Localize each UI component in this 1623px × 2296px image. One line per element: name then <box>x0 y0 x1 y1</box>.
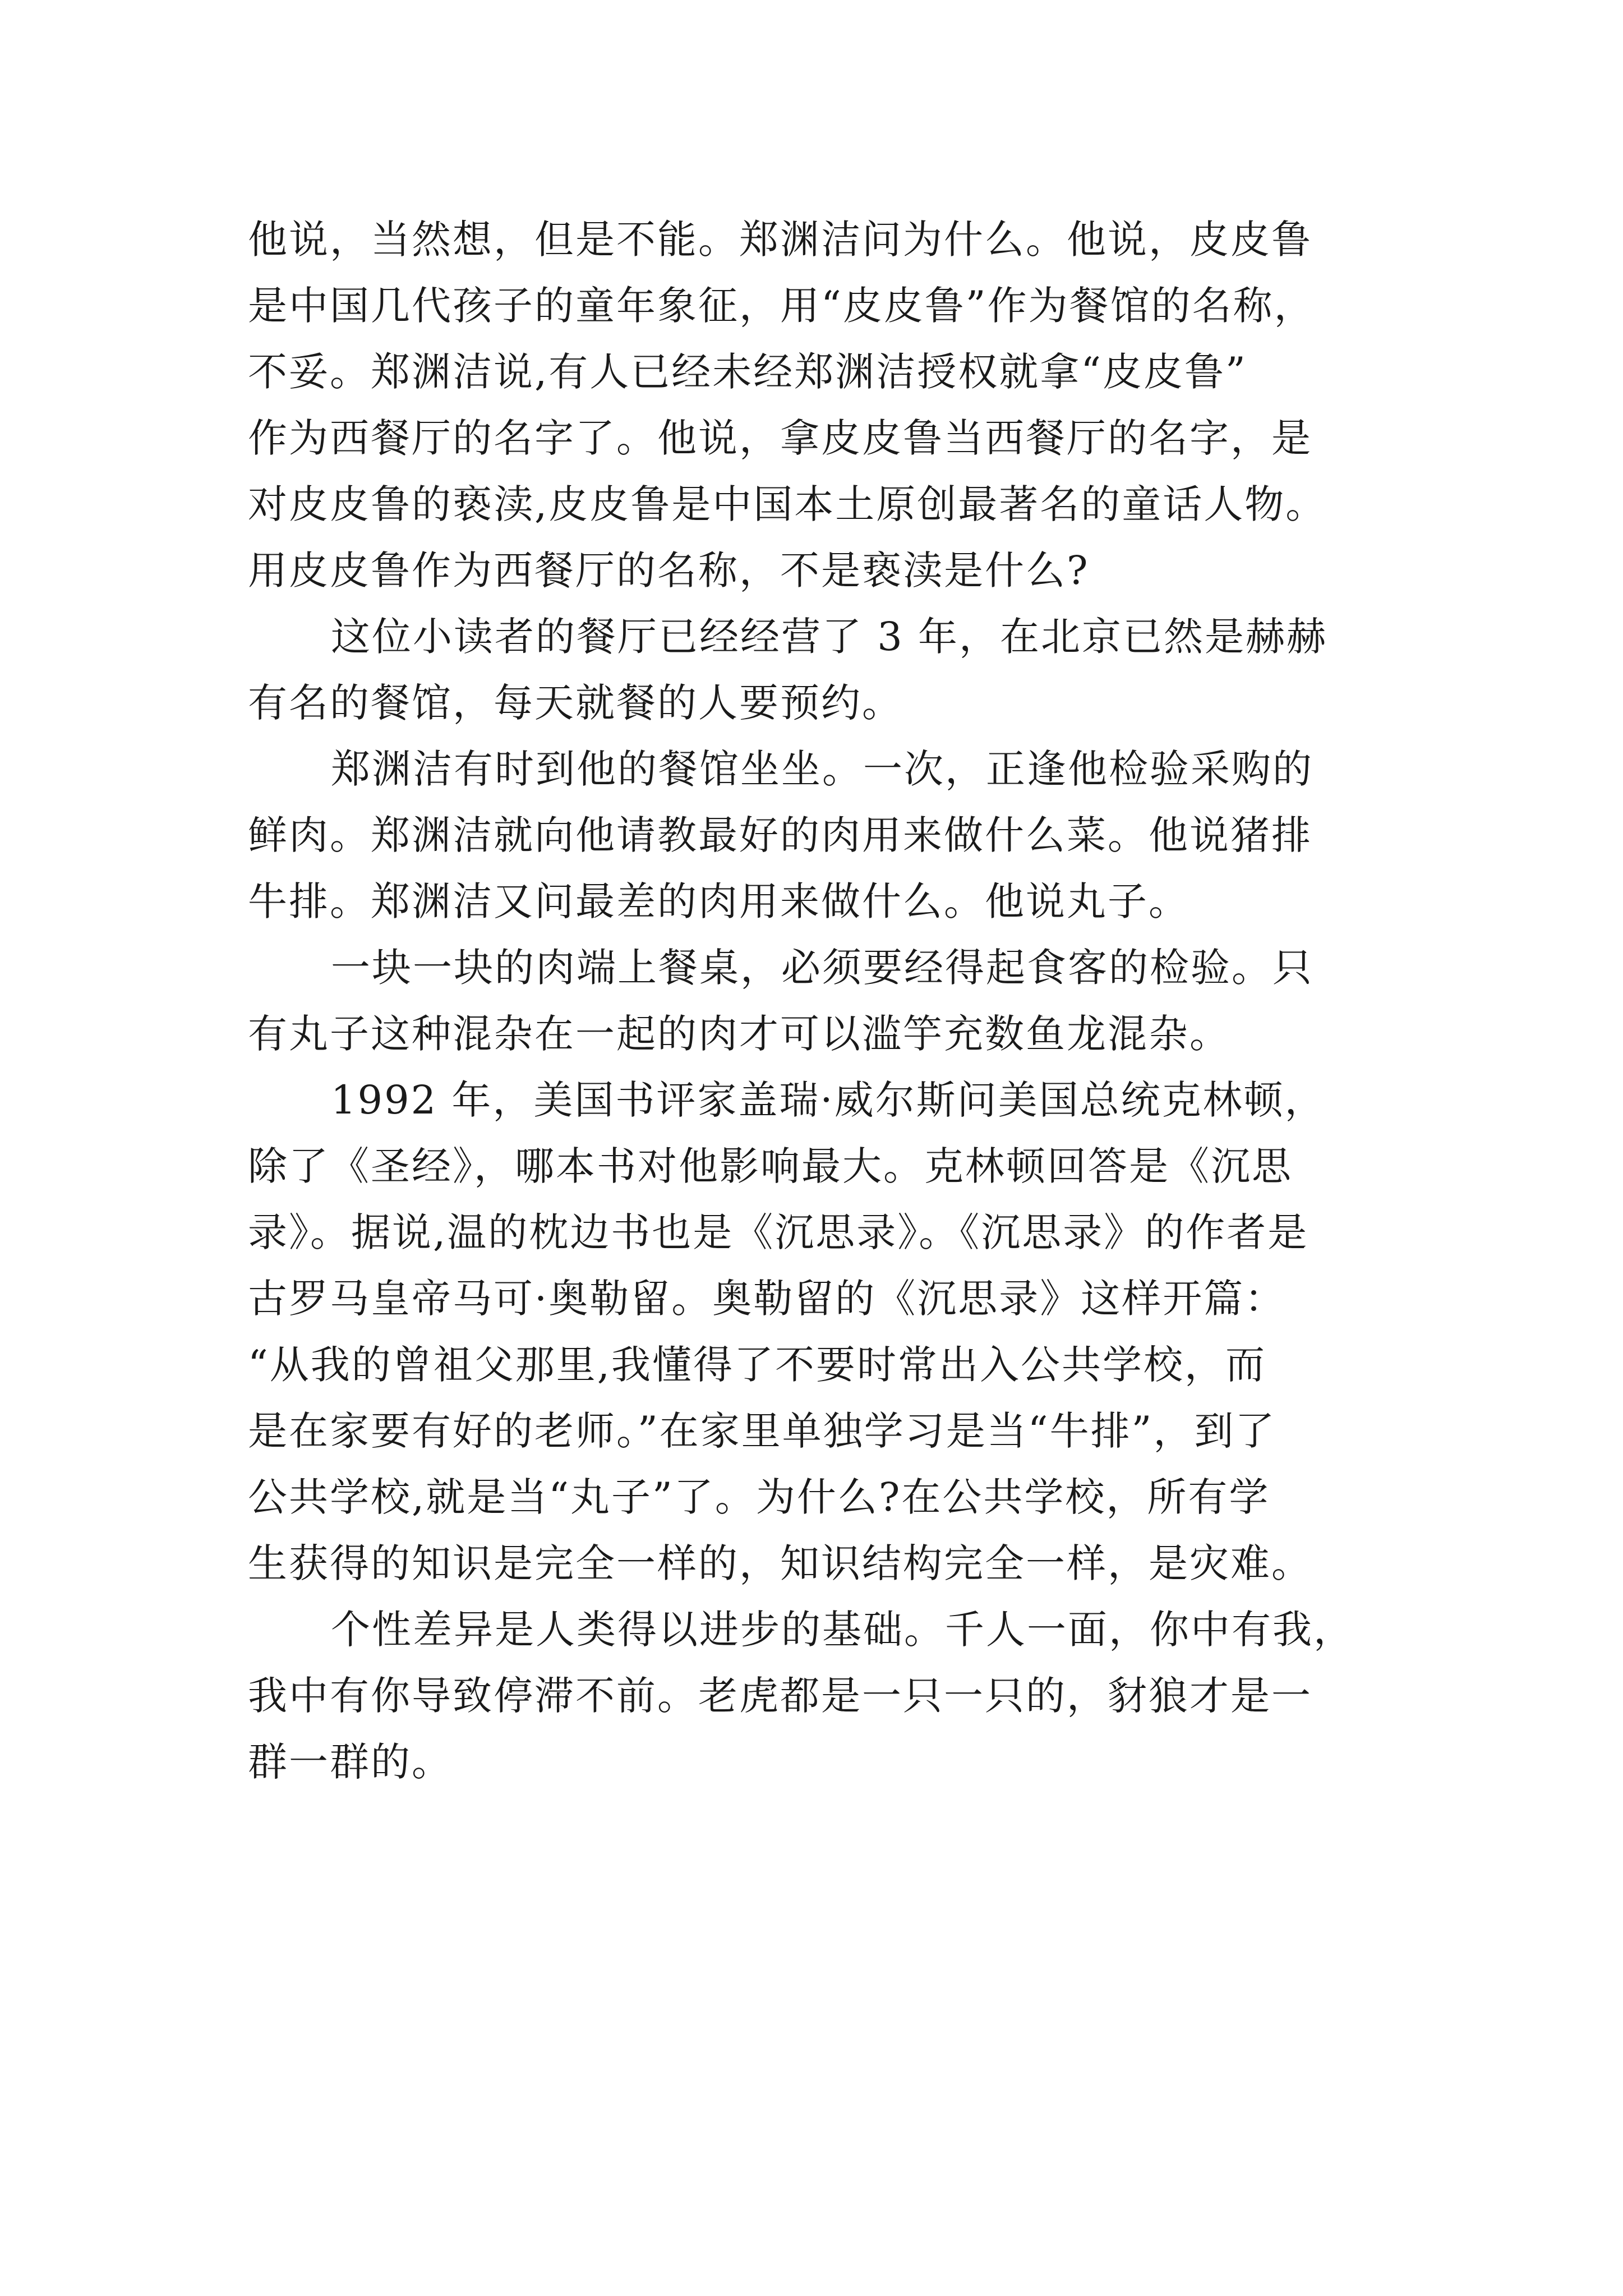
text-line: 他说，当然想，但是不能。郑渊洁问为什么。他说，皮皮鲁 <box>248 217 1312 263</box>
text-line: 有丸子这种混杂在一起的肉才可以滥竽充数鱼龙混杂。 <box>248 1011 1230 1057</box>
text-line: 对皮皮鲁的亵渎,皮皮鲁是中国本土原创最著名的童话人物。 <box>248 481 1327 527</box>
text-line: 牛排。郑渊洁又问最差的肉用来做什么。他说丸子。 <box>248 878 1189 924</box>
text-line: 是中国几代孩子的童年象征，用“皮皮鲁”作为餐馆的名称， <box>248 283 1315 329</box>
paragraph-2 <box>248 604 1381 736</box>
body-text <box>248 206 1381 1795</box>
text-line: 古罗马皇帝马可·奥勒留。奥勒留的《沉思录》这样开篇： <box>248 1276 1286 1322</box>
text-line: 有名的餐馆，每天就餐的人要预约。 <box>248 680 903 726</box>
text-line: 郑渊洁有时到他的餐馆坐坐。一次，正逢他检验采购的 <box>331 746 1313 792</box>
text-line: 一块一块的肉端上餐桌，必须要经得起食客的检验。只 <box>331 945 1313 991</box>
paragraph-1 <box>248 206 1381 604</box>
text-line: 除了《圣经》，哪本书对他影响最大。克林顿回答是《沉思 <box>248 1143 1293 1189</box>
text-line: 用皮皮鲁作为西餐厅的名称，不是亵渎是什么? <box>248 547 1090 593</box>
text-line: 不妥。郑渊洁说,有人已经未经郑渊洁授权就拿“皮皮鲁” <box>248 349 1247 395</box>
text-line: 群一群的。 <box>248 1739 453 1785</box>
text-line: 录》。据说,温的枕边书也是《沉思录》。《沉思录》的作者是 <box>248 1209 1309 1255</box>
text-line: 1992 年，美国书评家盖瑞·威尔斯问美国总统克林顿， <box>331 1077 1326 1123</box>
paragraph-6 <box>248 1596 1381 1795</box>
text-line: “从我的曾祖父那里,我懂得了不要时常出入公共学校，而 <box>248 1342 1267 1388</box>
paragraph-4 <box>248 935 1381 1067</box>
text-line: 是在家要有好的老师。”在家里单独学习是当“牛排”，到了 <box>248 1408 1276 1454</box>
text-line: 我中有你导致停滞不前。老虎都是一只一只的，豺狼才是一 <box>248 1673 1312 1719</box>
paragraph-3 <box>248 736 1381 935</box>
text-line: 个性差异是人类得以进步的基础。千人一面，你中有我， <box>331 1607 1354 1653</box>
paragraph-5 <box>248 1067 1381 1596</box>
text-line: 鲜肉。郑渊洁就向他请教最好的肉用来做什么菜。他说猪排 <box>248 812 1312 858</box>
text-line: 这位小读者的餐厅已经经营了 3 年，在北京已然是赫赫 <box>331 614 1328 660</box>
text-line: 生获得的知识是完全一样的，知识结构完全一样，是灾难。 <box>248 1540 1312 1586</box>
text-line: 作为西餐厅的名字了。他说，拿皮皮鲁当西餐厅的名字，是 <box>248 415 1312 461</box>
text-line: 公共学校,就是当“丸子”了。为什么?在公共学校，所有学 <box>248 1474 1270 1520</box>
